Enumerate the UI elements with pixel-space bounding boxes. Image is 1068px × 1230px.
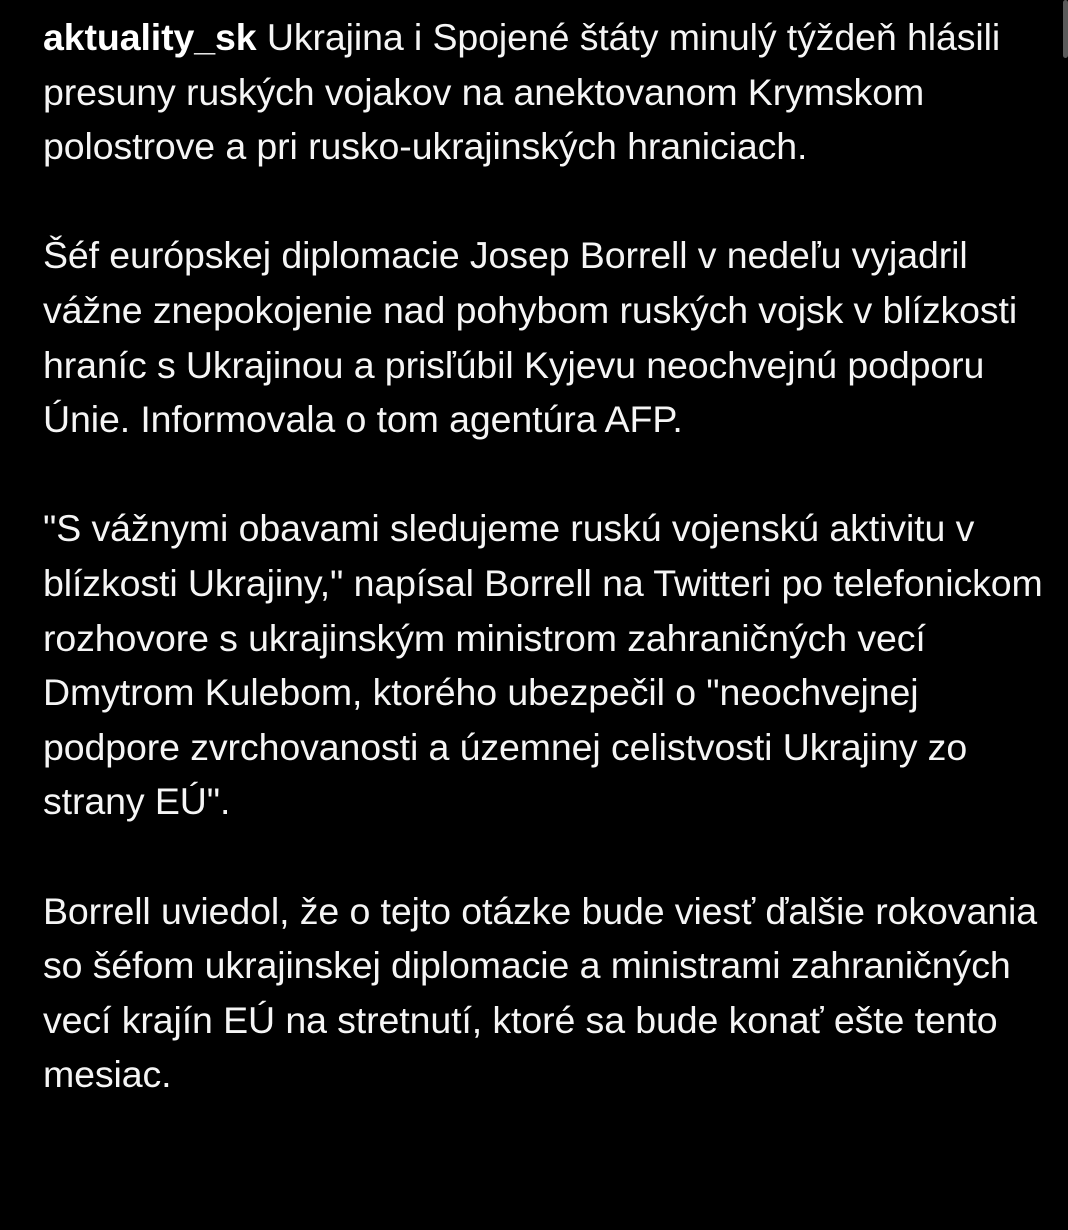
caption-paragraph-2: Šéf európskej diplomacie Josep Borrell v nedeľu vyjadril vážne znepokojenie nad pohybom ruských vojsk v blízkosti hraníc s Ukrajinou a prisľúbil Kyjevu neochvejnú podporu Únie. Informovala o tom agentúra AFP. bbox=[43, 234, 1018, 441]
post-caption bbox=[43, 10, 1043, 1102]
caption-paragraph-1 bbox=[43, 10, 1043, 174]
caption-text: Ukrajina i Spojené štáty minulý týždeň hlásili presuny ruských vojakov na anektovanom Krymskom polostrove a pri rusko-ukrajinských hraniciach. bbox=[43, 16, 1001, 168]
caption-paragraph-3: "S vážnymi obavami sledujeme ruskú vojenskú aktivitu v blízkosti Ukrajiny," napísal Borrell na Twitteri po telefonickom rozhovore s ukrajinským ministrom zahraničných vecí Dmytrom Kulebom, ktorého ubezpečil o "neochvejnej podpore zvrchovanosti a územnej celistvosti Ukrajiny zo strany EÚ". bbox=[43, 507, 1043, 823]
username-link[interactable]: aktuality_sk bbox=[43, 16, 257, 58]
scrollbar-thumb[interactable] bbox=[1063, 0, 1068, 58]
caption-paragraph-4: Borrell uviedol, že o tejto otázke bude viesť ďalšie rokovania so šéfom ukrajinskej diplomacie a ministrami zahraničných vecí krajín EÚ na stretnutí, ktoré sa bude konať ešte tento mesiac. bbox=[43, 889, 1037, 1096]
